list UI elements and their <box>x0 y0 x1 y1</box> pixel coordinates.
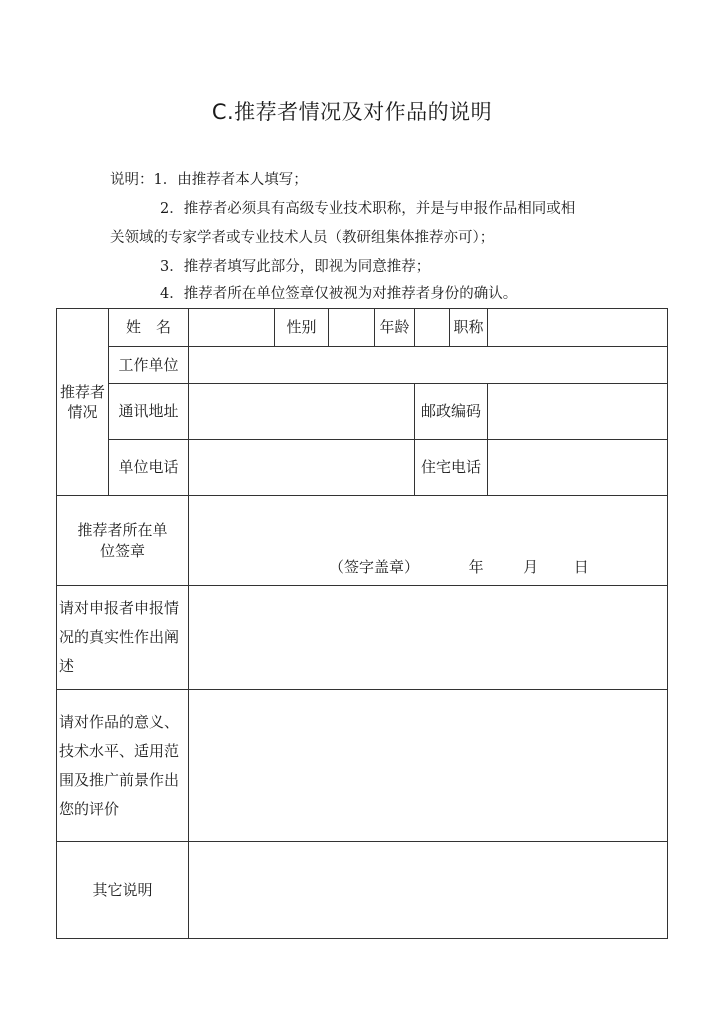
work-unit-label: 工作单位 <box>109 347 189 384</box>
note-line-2-continued: 关领域的专家学者或专业技术人员（教研组集体推荐亦可）； <box>110 230 495 246</box>
postcode-field[interactable] <box>488 384 668 440</box>
address-label: 通讯地址 <box>109 384 189 440</box>
authenticity-field[interactable] <box>189 586 668 690</box>
section-label-recommender: 推荐者情况 <box>57 309 109 496</box>
other-field[interactable] <box>189 842 668 939</box>
postcode-label: 邮政编码 <box>415 384 488 440</box>
seal-sign-text: （签字盖章） <box>329 557 420 576</box>
day-text: 日 <box>573 557 589 576</box>
gender-field[interactable] <box>329 309 375 347</box>
seal-signature-line <box>329 557 589 577</box>
note-line-1: 说明：1．由推荐者本人填写； <box>110 172 308 188</box>
month-text: 月 <box>523 557 539 576</box>
year-text: 年 <box>468 557 484 576</box>
unit-phone-label: 单位电话 <box>109 440 189 496</box>
address-field[interactable] <box>189 384 415 440</box>
page-title: C.推荐者情况及对作品的说明 <box>211 100 493 124</box>
unit-phone-field[interactable] <box>189 440 415 496</box>
authenticity-label: 请对申报者申报情况的真实性作出阐述 <box>57 586 189 690</box>
other-label: 其它说明 <box>57 842 189 939</box>
title-label: 职称 <box>450 309 488 347</box>
note-line-4: 4．推荐者所在单位签章仅被视为对推荐者身份的确认。 <box>160 286 518 302</box>
age-field[interactable] <box>415 309 450 347</box>
title-field[interactable] <box>488 309 668 347</box>
name-field[interactable] <box>189 309 275 347</box>
seal-label: 推荐者所在单位签章 <box>57 496 189 586</box>
home-phone-field[interactable] <box>488 440 668 496</box>
recommender-form <box>56 308 668 939</box>
age-label: 年龄 <box>375 309 415 347</box>
name-label: 姓 名 <box>109 309 189 347</box>
note-line-3: 3．推荐者填写此部分，即视为同意推荐； <box>160 259 431 275</box>
home-phone-label: 住宅电话 <box>415 440 488 496</box>
note-line-2: 2．推荐者必须具有高级专业技术职称，并是与申报作品相同或相 <box>160 201 576 217</box>
seal-field[interactable] <box>189 496 668 586</box>
evaluation-label: 请对作品的意义、技术水平、适用范围及推广前景作出您的评价 <box>57 690 189 842</box>
gender-label: 性别 <box>275 309 329 347</box>
evaluation-field[interactable] <box>189 690 668 842</box>
work-unit-field[interactable] <box>189 347 668 384</box>
